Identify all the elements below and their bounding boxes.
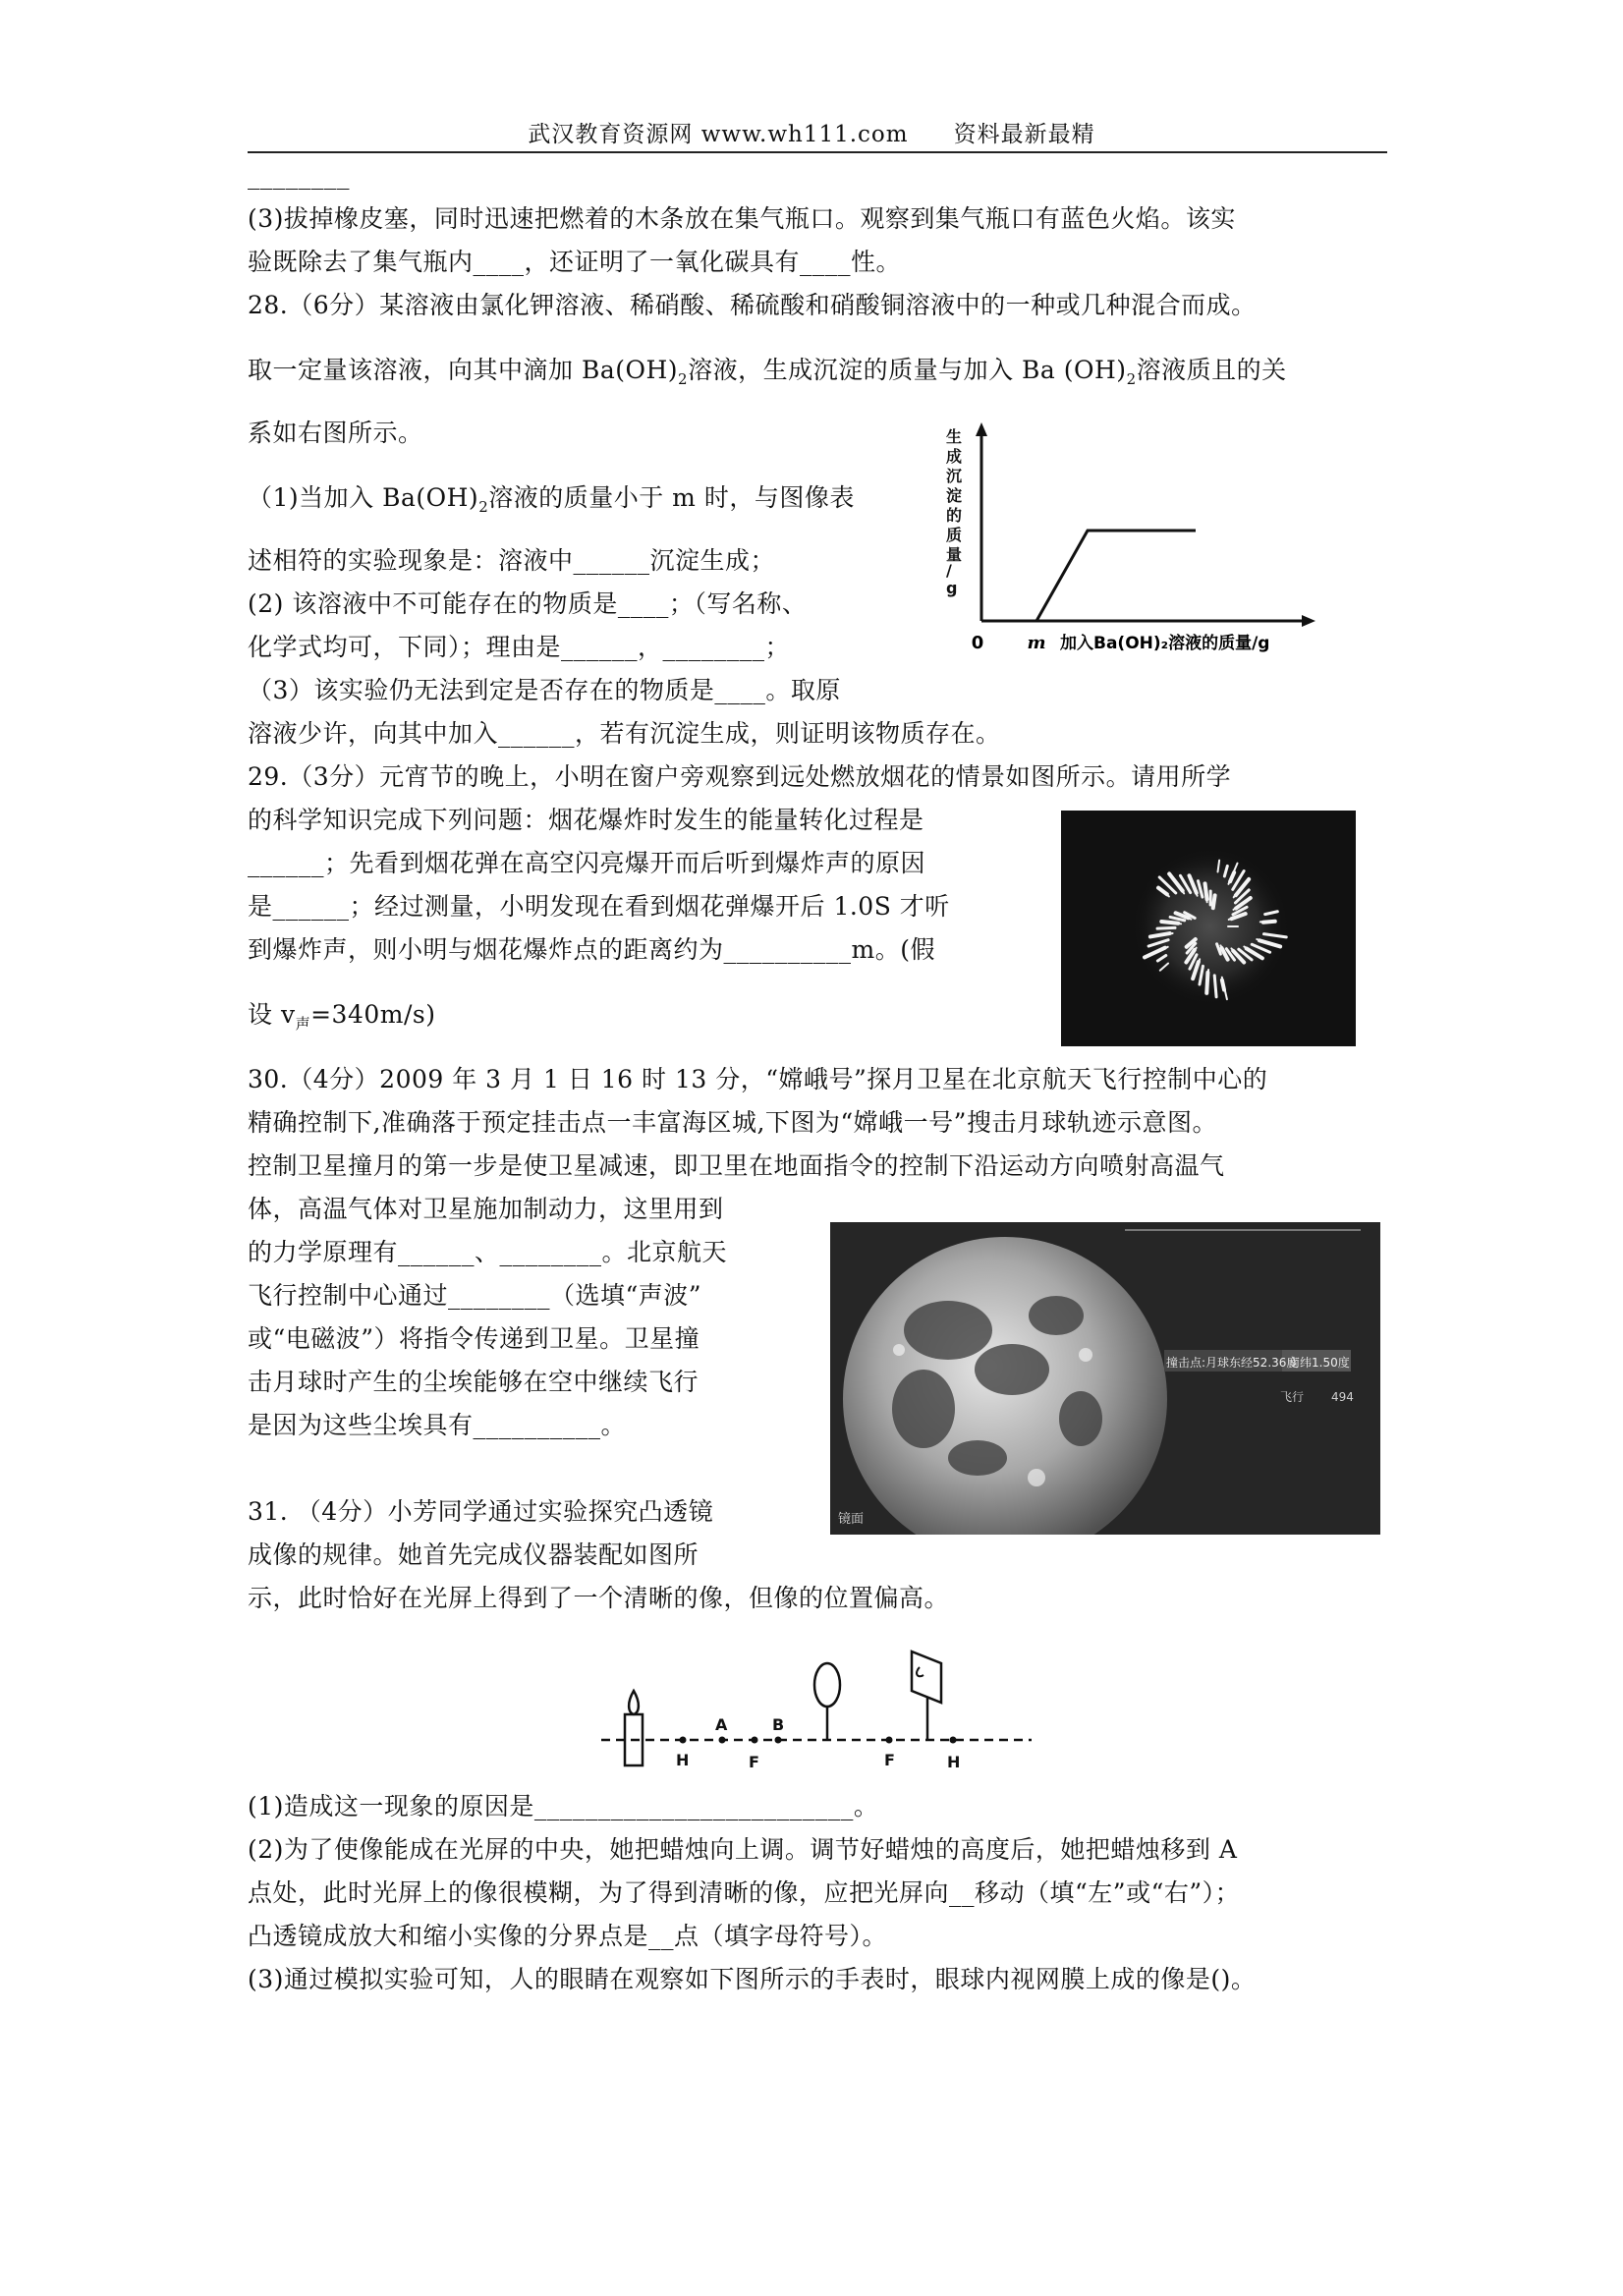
q29-line3: ______；先看到烟花弹在高空闪亮爆开而后听到爆炸声的原因	[248, 849, 926, 877]
point-h1-dot	[680, 1737, 687, 1744]
moon-caption-2: 南纬1.50度	[1288, 1356, 1350, 1370]
point-b-dot	[775, 1737, 782, 1744]
moon-caption-3: 飞行	[1280, 1390, 1305, 1404]
q28-line2: 取一定量该溶液，向其中滴加 $Ba(OH)_2$溶液，生成沉淀的质量与加入 Ba $(OH)_2$溶液质且的关	[248, 356, 1287, 388]
moon-caption-1: 撞击点:月球东经52.36度	[1166, 1356, 1299, 1370]
q31-line3: 示，此时恰好在光屏上得到了一个清晰的像，但像的位置偏高。	[248, 1584, 950, 1612]
q31-line5: (2)为了使像能成在光屏的中央，她把蜡烛向上调。调节好蜡烛的高度后，她把蜡烛移到 A	[248, 1835, 1238, 1864]
graph-ylabel-1: 生	[946, 427, 963, 446]
point-f2-dot	[886, 1737, 893, 1744]
q30-line1: 30.（4分）2009 年 3 月 1 日 16 时 13 分，“嫦峨号”探月卫星在北京航天飞行控制中心的	[248, 1065, 1268, 1093]
q29-line4: 是______；经过测量，小明发现在看到烟花弹爆开后 1.0S 才听	[248, 892, 950, 921]
graph-m-label: m	[1027, 633, 1046, 653]
candle	[625, 1691, 643, 1765]
convex-lens	[814, 1663, 840, 1740]
q30-line4: 体，高温气体对卫星施加制动力，这里用到	[248, 1195, 724, 1223]
q28-line3: 系如右图所示。	[248, 419, 423, 447]
light-screen	[912, 1652, 941, 1740]
q27-line2: 验既除去了集气瓶内____，还证明了一氧化碳具有____性。	[248, 248, 902, 276]
graph-x-arrow	[1302, 615, 1315, 627]
q27-blank: ________	[248, 161, 350, 190]
moon-caption-5: 镜面	[838, 1512, 865, 1527]
q31-line4: (1)造成这一现象的原因是_________________________。	[248, 1792, 879, 1820]
label-f1: F	[749, 1753, 759, 1771]
graph-origin: 0	[971, 633, 984, 653]
label-h1: H	[676, 1751, 690, 1769]
moon-caption-4: 494	[1331, 1390, 1354, 1404]
label-a: A	[715, 1715, 728, 1734]
graph-curve	[1036, 531, 1196, 621]
q30-line5: 的力学原理有______、________。北京航天	[248, 1238, 728, 1266]
q28-line6: (2) 该溶液中不可能存在的物质是____；（写名称、	[248, 589, 808, 618]
q31-line8: (3)通过模拟实验可知，人的眼睛在观察如下图所示的手表时，眼球内视网膜上成的像是()。	[248, 1965, 1257, 1993]
q30-line8: 击月球时产生的尘埃能够在空中继续飞行	[248, 1368, 700, 1396]
page-header	[0, 116, 1623, 148]
label-f2: F	[884, 1751, 895, 1769]
graph-ylabel-8: /	[946, 561, 952, 580]
q29-line2: 的科学知识完成下列问题：烟花爆炸时发生的能量转化过程是	[248, 806, 924, 834]
q30-line9: 是因为这些尘埃具有__________。	[248, 1411, 627, 1439]
q31-line2: 成像的规律。她首先完成仪器装配如图所	[248, 1540, 700, 1569]
point-a-dot	[719, 1737, 726, 1744]
graph-ylabel-3: 沉	[946, 467, 963, 485]
label-b: B	[772, 1715, 785, 1734]
q30-line6: 飞行控制中心通过________（选填“声波”	[248, 1281, 702, 1310]
fireworks-burst	[1061, 811, 1356, 1046]
point-f1-dot	[752, 1737, 758, 1744]
graph-ylabel-6: 质	[946, 526, 963, 544]
graph-ylabel-7: 量	[946, 545, 963, 564]
optical-bench-diagram	[599, 1646, 1041, 1778]
q28-line8: （3）该实验仍无法到定是否存在的物质是____。取原	[248, 676, 841, 704]
header-slogan: 资料最新最精	[953, 122, 1095, 147]
q29-line5: 到爆炸声，则小明与烟花爆炸点的距离约为__________m。(假	[248, 935, 935, 964]
q31-line1: 31. （4分）小芳同学通过实验探究凸透镜	[248, 1497, 714, 1526]
q28-line5: 述相符的实验现象是：溶液中______沉淀生成；	[248, 546, 776, 575]
q28-line9: 溶液少许，向其中加入______，若有沉淀生成，则证明该物质存在。	[248, 719, 1001, 748]
q30-line2: 精确控制下,准确落于预定挂击点一丰富海区城,下图为“嫦峨一号”搜击月球轨迹示意图。	[248, 1108, 1217, 1137]
graph-y-arrow	[976, 422, 987, 436]
q29-line6: 设 $v_声=340m/s$)	[248, 1000, 436, 1033]
q31-line6: 点处，此时光屏上的像很模糊，为了得到清晰的像，应把光屏向__移动（填“左”或“右”）；	[248, 1878, 1241, 1907]
q27-line1: (3)拔掉橡皮塞，同时迅速把燃着的木条放在集气瓶口。观察到集气瓶口有蓝色火焰。该实	[248, 204, 1236, 233]
graph-x-label: 加入Ba(OH)₂溶液的质量/g	[1060, 634, 1270, 653]
precipitate-graph	[938, 413, 1321, 663]
q28-line4: （1)当加入 $Ba(OH)_2$溶液的质量小于 m 时，与图像表	[248, 483, 855, 516]
graph-ylabel-4: 淀	[946, 486, 963, 505]
header-rule	[248, 151, 1387, 153]
graph-ylabel-5: 的	[946, 506, 963, 525]
q29-line1: 29.（3分）元宵节的晚上，小明在窗户旁观察到远处燃放烟花的情景如图所示。请用所学	[248, 762, 1232, 791]
label-h2: H	[947, 1753, 961, 1771]
q30-line3: 控制卫星撞月的第一步是使卫星减速，即卫里在地面指令的控制下沿运动方向喷射高温气	[248, 1151, 1225, 1180]
fireworks-photo	[1061, 811, 1356, 1046]
q28-line7: 化学式均可，下同）；理由是______，________；	[248, 633, 791, 661]
q30-line7: 或“电磁波”）将指令传递到卫星。卫星撞	[248, 1324, 700, 1353]
graph-ylabel-9: g	[946, 579, 958, 597]
moon-impact-photo	[830, 1222, 1380, 1535]
q31-line7: 凸透镜成放大和缩小实像的分界点是__点（填字母符号）。	[248, 1922, 888, 1950]
header-site: 武汉教育资源网 www.wh111.com	[528, 122, 909, 147]
graph-ylabel-2: 成	[946, 447, 963, 466]
point-h2-dot	[950, 1737, 957, 1744]
q28-line1: 28.（6分）某溶液由氯化钾溶液、稀硝酸、稀硫酸和硝酸铜溶液中的一种或几种混合而成。	[248, 291, 1257, 319]
